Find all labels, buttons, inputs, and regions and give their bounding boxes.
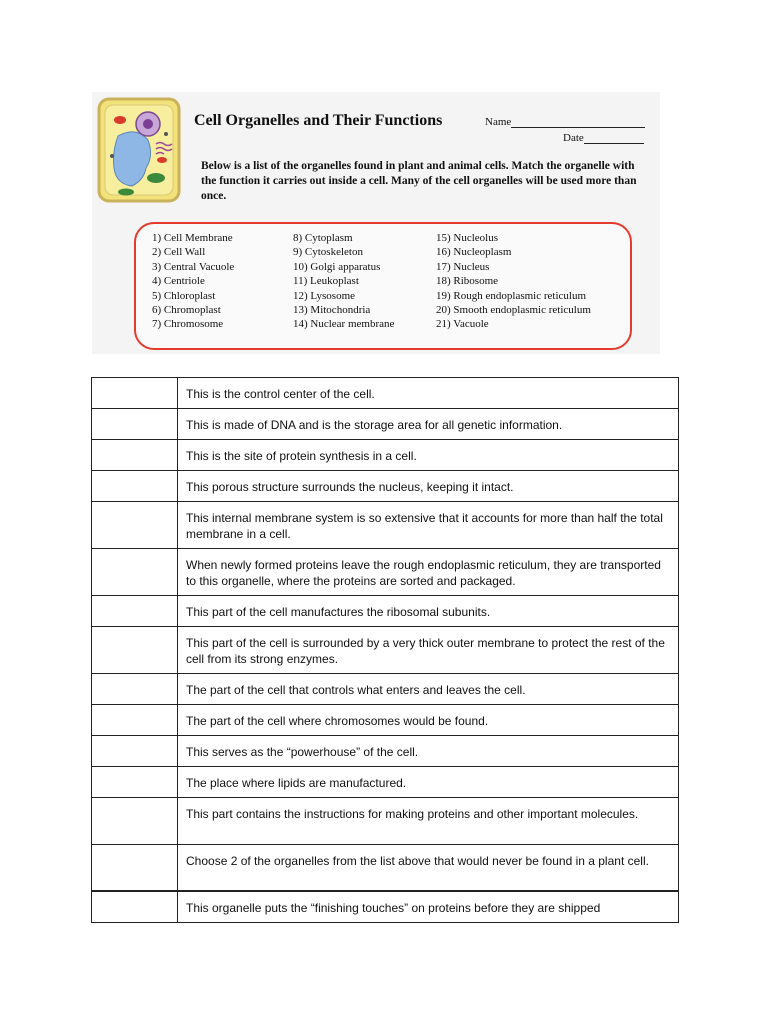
name-blank xyxy=(511,118,645,128)
table-row xyxy=(92,409,679,440)
date-label: Date xyxy=(563,132,584,144)
answer-cell[interactable] xyxy=(92,440,178,471)
answer-cell[interactable] xyxy=(92,549,178,596)
answer-cell[interactable] xyxy=(92,502,178,549)
word-bank-item: 20) Smooth endoplasmic reticulum xyxy=(436,303,591,316)
date-field[interactable] xyxy=(563,132,644,144)
word-bank-item: 1) Cell Membrane xyxy=(152,232,233,244)
word-bank-column-1 xyxy=(152,231,234,332)
word-bank-item: 17) Nucleus xyxy=(436,260,490,273)
answer-cell[interactable] xyxy=(92,705,178,736)
instructions-text: Below is a list of the organelles found in plant and animal cells. Match the organelle with the function it carries out inside a cell. Many of the cell organelles will be used more than once. xyxy=(201,160,637,202)
table-row xyxy=(92,440,679,471)
word-bank-item: 3) Central Vacuole xyxy=(152,260,235,273)
table-row xyxy=(92,471,679,502)
word-bank-item: 11) Leukoplast xyxy=(293,275,359,288)
answer-cell[interactable] xyxy=(92,378,178,409)
plant-cell-illustration xyxy=(96,96,182,204)
question-text: Choose 2 of the organelles from the list above that would never be found in a plant cell. xyxy=(178,845,679,891)
question-text: This organelle puts the “finishing touches” on proteins before they are shipped xyxy=(178,891,679,923)
table-row xyxy=(92,891,679,923)
question-text: This internal membrane system is so extensive that it accounts for more than half the total membrane in a cell. xyxy=(178,502,679,549)
worksheet-title: Cell Organelles and Their Functions xyxy=(194,112,443,129)
answer-cell[interactable] xyxy=(92,845,178,891)
table-row xyxy=(92,736,679,767)
question-text: This serves as the “powerhouse” of the cell. xyxy=(178,736,679,767)
table-row xyxy=(92,549,679,596)
word-bank-item: 9) Cytoskeleton xyxy=(293,246,363,259)
word-bank-item: 18) Ribosome xyxy=(436,275,499,288)
word-bank-item: 10) Golgi apparatus xyxy=(293,260,381,273)
answer-cell[interactable] xyxy=(92,798,178,845)
table-row xyxy=(92,674,679,705)
table-row xyxy=(92,798,679,845)
table-row xyxy=(92,378,679,409)
question-text: This is the site of protein synthesis in a cell. xyxy=(178,440,679,471)
answer-cell[interactable] xyxy=(92,627,178,674)
word-bank-item: 15) Nucleolus xyxy=(436,232,499,244)
answer-cell[interactable] xyxy=(92,409,178,440)
answer-cell[interactable] xyxy=(92,674,178,705)
answer-cell[interactable] xyxy=(92,596,178,627)
word-bank-item: 8) Cytoplasm xyxy=(293,232,353,244)
name-label: Name xyxy=(485,116,512,128)
question-text: When newly formed proteins leave the rough endoplasmic reticulum, they are transported to this organelle, where the proteins are sorted and packaged. xyxy=(178,549,679,596)
date-blank xyxy=(584,134,644,144)
answer-cell[interactable] xyxy=(92,891,178,923)
question-text: This part of the cell is surrounded by a very thick outer membrane to protect the rest of the cell from its strong enzymes. xyxy=(178,627,679,674)
table-row xyxy=(92,596,679,627)
word-bank-item: 2) Cell Wall xyxy=(152,246,206,259)
word-bank-item: 21) Vacuole xyxy=(436,318,489,331)
word-bank-item: 12) Lysosome xyxy=(293,289,356,302)
question-text: This porous structure surrounds the nucleus, keeping it intact. xyxy=(178,471,679,502)
word-bank-item: 13) Mitochondria xyxy=(293,303,371,316)
word-bank-item: 14) Nuclear membrane xyxy=(293,318,395,331)
question-text: This part of the cell manufactures the ribosomal subunits. xyxy=(178,596,679,627)
table-row xyxy=(92,767,679,798)
word-bank-item: 7) Chromosome xyxy=(152,318,224,331)
word-bank-item: 6) Chromoplast xyxy=(152,303,221,316)
answer-cell[interactable] xyxy=(92,767,178,798)
answer-cell[interactable] xyxy=(92,736,178,767)
question-text: This part contains the instructions for making proteins and other important molecules. xyxy=(178,798,679,845)
question-text: This is made of DNA and is the storage area for all genetic information. xyxy=(178,409,679,440)
question-text: The part of the cell that controls what enters and leaves the cell. xyxy=(178,674,679,705)
word-bank-item: 4) Centriole xyxy=(152,275,205,288)
word-bank-item: 19) Rough endoplasmic reticulum xyxy=(436,289,586,302)
word-bank-item: 16) Nucleoplasm xyxy=(436,246,512,259)
organelle-word-bank xyxy=(134,222,632,350)
word-bank-column-3 xyxy=(436,231,591,332)
word-bank-item: 5) Chloroplast xyxy=(152,289,216,302)
name-field[interactable] xyxy=(485,116,645,128)
matching-questions-table xyxy=(91,377,679,923)
question-text: This is the control center of the cell. xyxy=(178,378,679,409)
table-row xyxy=(92,502,679,549)
question-text: The part of the cell where chromosomes would be found. xyxy=(178,705,679,736)
word-bank-column-2 xyxy=(293,231,394,332)
answer-cell[interactable] xyxy=(92,471,178,502)
table-row xyxy=(92,845,679,891)
table-row xyxy=(92,627,679,674)
table-row xyxy=(92,705,679,736)
question-text: The place where lipids are manufactured. xyxy=(178,767,679,798)
